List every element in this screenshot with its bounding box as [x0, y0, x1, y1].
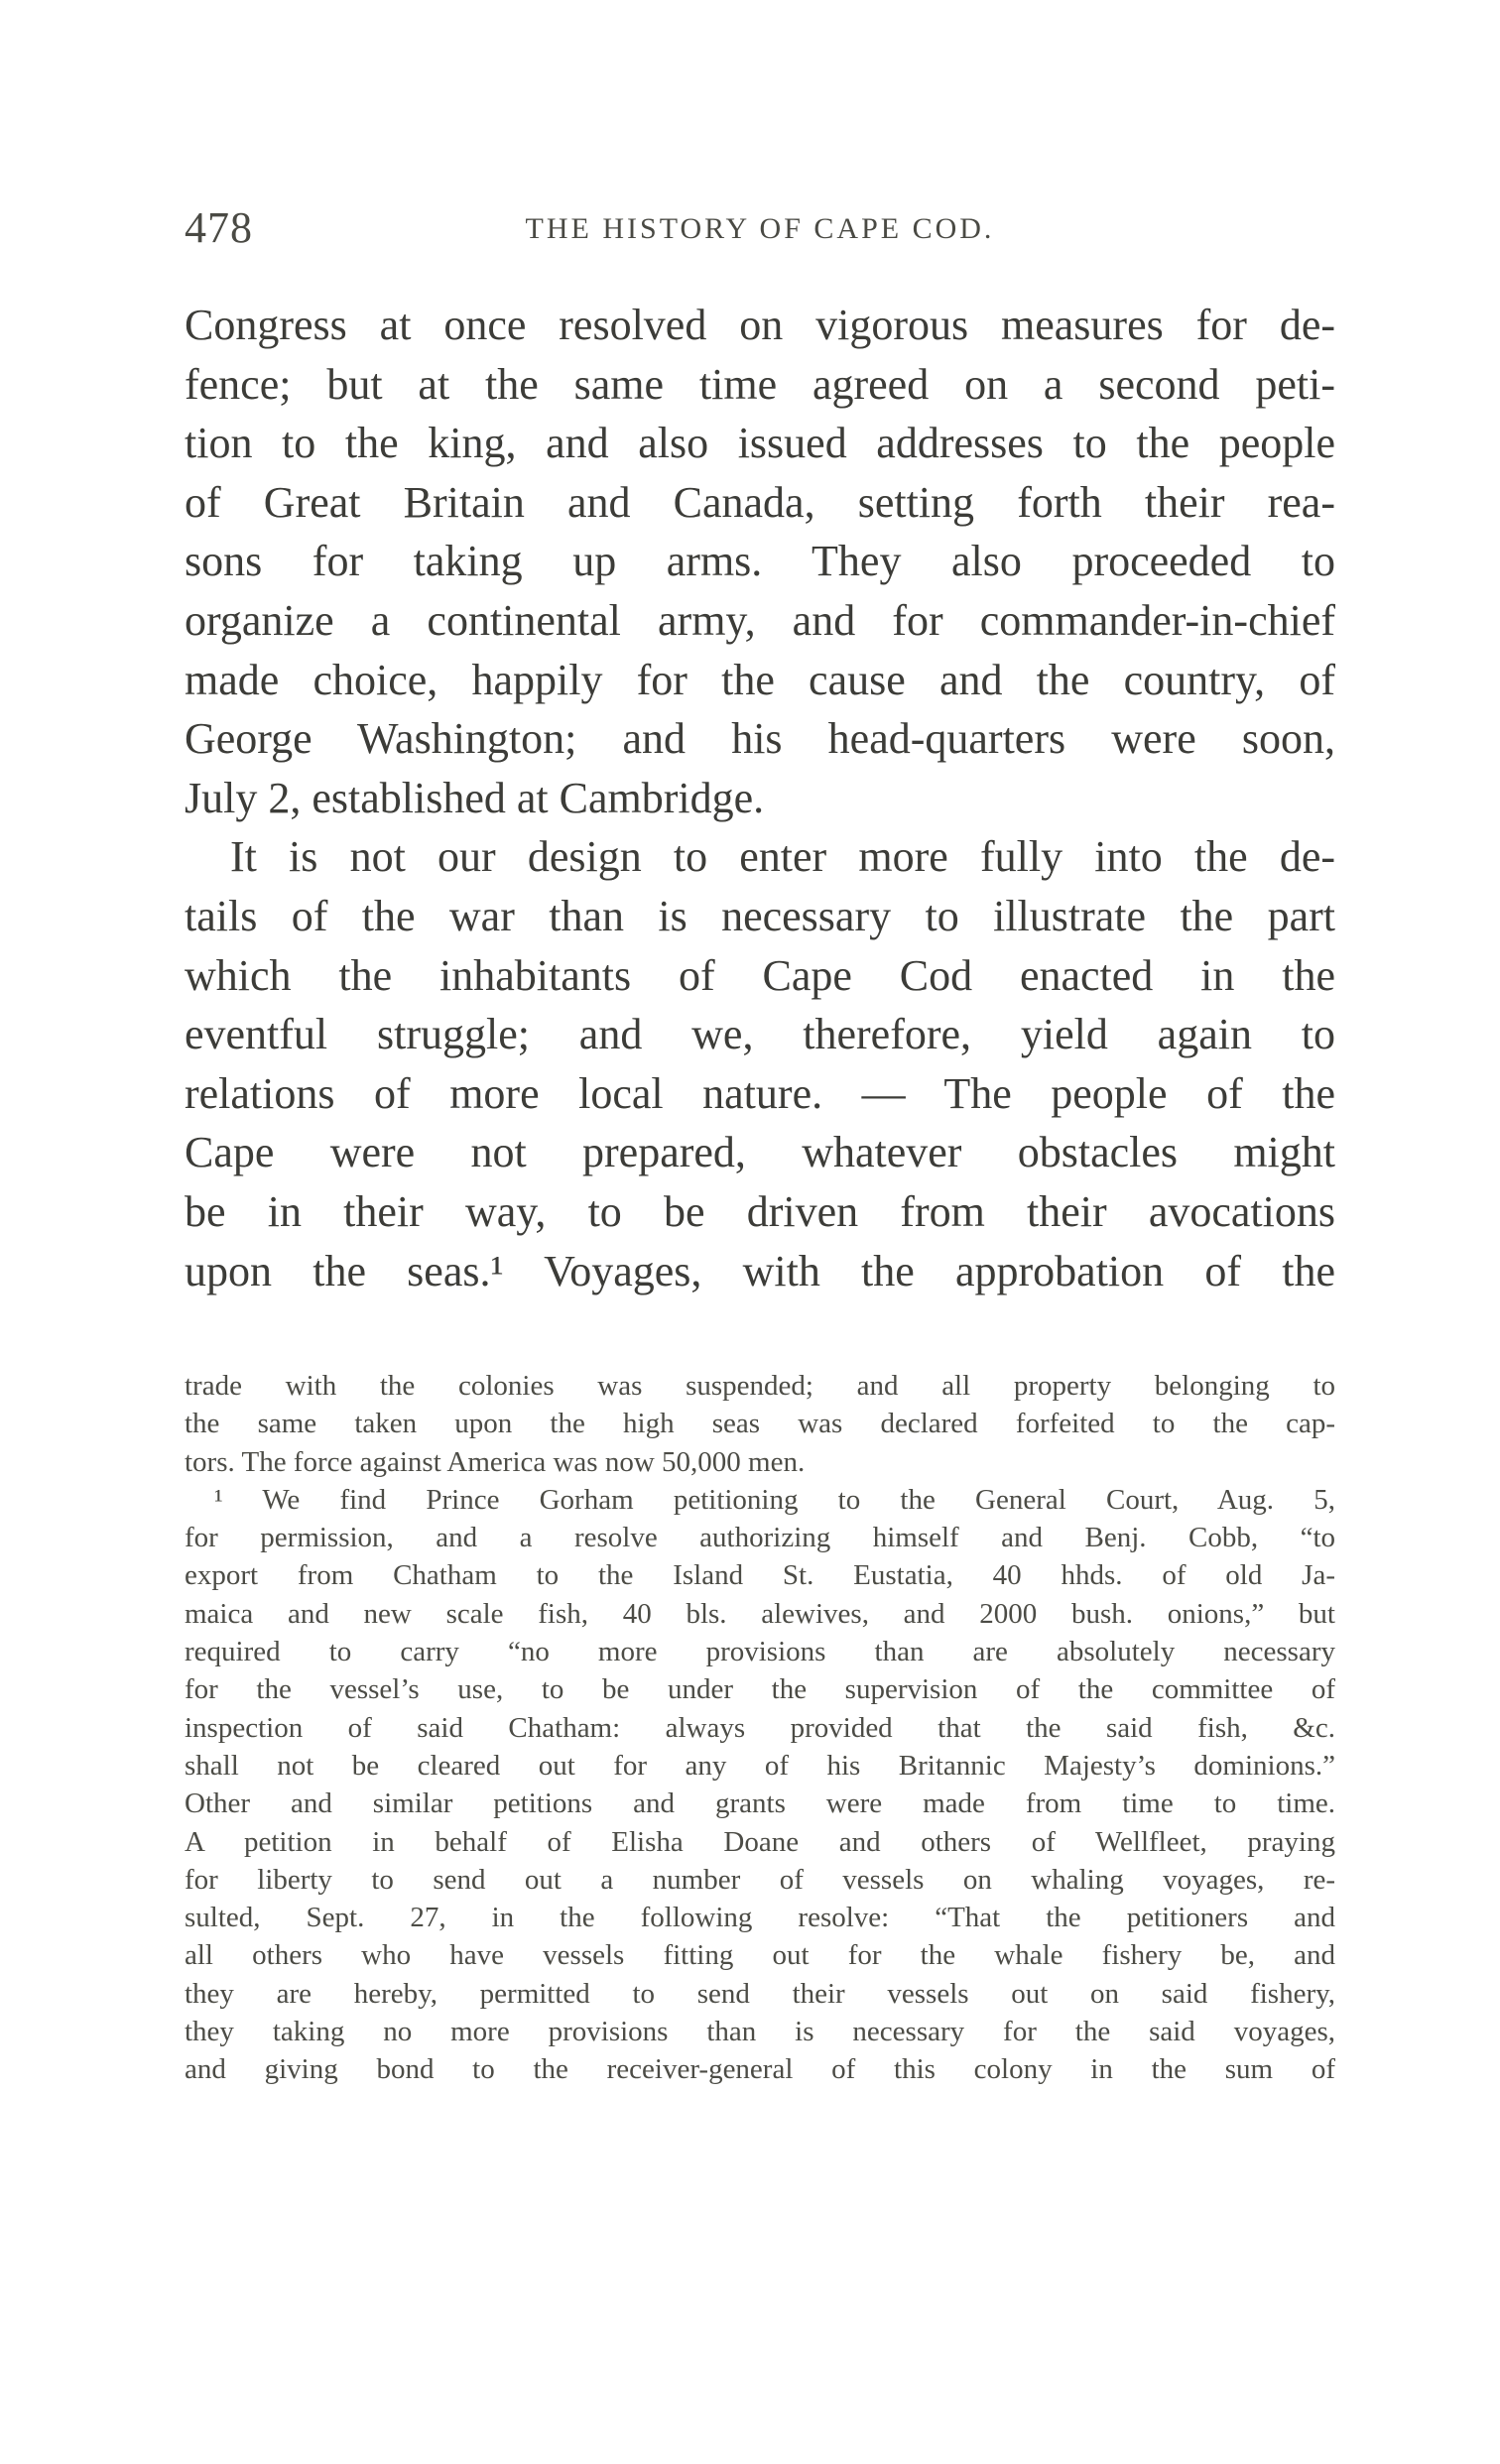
body-line: organize a continental army, and for commander-in-chief — [185, 595, 1335, 645]
body-text — [185, 296, 1335, 1300]
footnote-line: inspection of said Chatham: always provided that the said fish, &c. — [185, 1711, 1335, 1744]
body-line: be in their way, to be driven from their avocations — [185, 1186, 1335, 1236]
footnote-line: for the vessel’s use, to be under the supervision of the committee of — [185, 1673, 1335, 1706]
body-line: July 2, established at Cambridge. — [185, 773, 765, 822]
body-line: relations of more local nature. — The people of the — [185, 1068, 1335, 1118]
footnote-line: maica and new scale fish, 40 bls. alewives, and 2000 bush. onions,” but — [185, 1597, 1335, 1630]
body-line: It is not our design to enter more fully into the de- — [230, 832, 1335, 882]
footnote-line: sulted, Sept. 27, in the following resolve: “That the petitioners and — [185, 1902, 1335, 1934]
body-line: fence; but at the same time agreed on a second peti- — [185, 359, 1335, 409]
page-number: 478 — [185, 203, 253, 252]
footnote-line: A petition in behalf of Elisha Doane and others of Wellfleet, praying — [185, 1825, 1335, 1858]
body-line: tion to the king, and also issued addresses to the people — [185, 419, 1335, 468]
footnote-line: trade with the colonies was suspended; and all property belonging to — [185, 1370, 1335, 1402]
footnote-line: and giving bond to the receiver-general of this colony in the sum of — [185, 2053, 1335, 2086]
footnote-line: the same taken upon the high seas was declared forfeited to the cap- — [185, 1408, 1335, 1440]
body-line: made choice, happily for the cause and the country, of — [185, 655, 1335, 704]
body-line: of Great Britain and Canada, setting forth their rea- — [185, 477, 1335, 527]
footnote-line: for liberty to send out a number of vessels on whaling voyages, re- — [185, 1863, 1335, 1896]
body-line: Congress at once resolved on vigorous measures for de- — [185, 301, 1335, 349]
footnote-line: Other and similar petitions and grants were made from time to time. — [185, 1787, 1335, 1820]
body-line: which the inhabitants of Cape Cod enacted in the — [185, 950, 1335, 1000]
body-line: George Washington; and his head-quarters were soon, — [185, 714, 1335, 764]
footnote-line: export from Chatham to the Island St. Eustatia, 40 hhds. of old Ja- — [185, 1559, 1335, 1592]
body-line: tails of the war than is necessary to illustrate the part — [185, 891, 1335, 940]
footnote-line: shall not be cleared out for any of his Britannic Majesty’s dominions.” — [185, 1749, 1335, 1782]
body-line: Cape were not prepared, whatever obstacles might — [185, 1128, 1335, 1177]
body-line: sons for taking up arms. They also proceeded to — [185, 537, 1335, 586]
footnote-line: ¹ We find Prince Gorham petitioning to the General Court, Aug. 5, — [214, 1483, 1335, 1516]
footnote-line: for permission, and a resolve authorizing himself and Benj. Cobb, “to — [185, 1522, 1335, 1554]
footnote-line: required to carry “no more provisions than are absolutely necessary — [185, 1636, 1335, 1668]
body-line: eventful struggle; and we, therefore, yield again to — [185, 1010, 1335, 1059]
footnote-line: they are hereby, permitted to send their vessels out on said fishery, — [185, 1977, 1335, 2010]
footnote-line: they taking no more provisions than is necessary for the said voyages, — [185, 2016, 1335, 2048]
footnote-line: tors. The force against America was now 50,000 men. — [185, 1445, 806, 1478]
footnotes — [185, 1367, 1335, 2089]
running-title: THE HISTORY OF CAPE COD. — [525, 212, 995, 245]
running-head — [185, 202, 1335, 262]
footnote-line: all others who have vessels fitting out for the whale fishery be, and — [185, 1939, 1335, 1972]
body-line: upon the seas.¹ Voyages, with the approbation of the — [185, 1246, 1335, 1295]
